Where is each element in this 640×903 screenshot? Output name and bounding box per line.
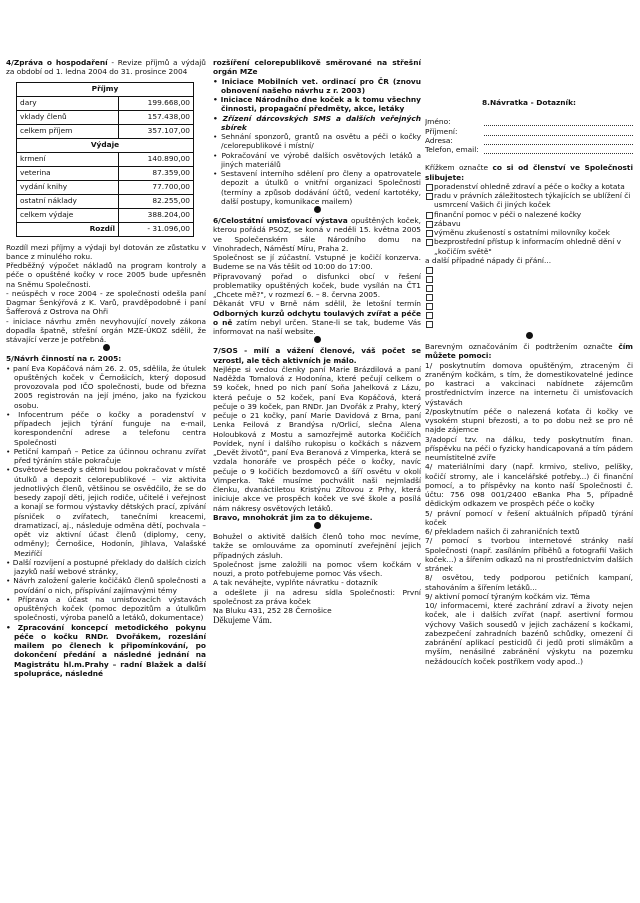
para-initiative: - iniciace návrhu změn nevyhovující novely zákona dopadla špatně, střešní orgán MZE-ÚKOZ sdělil, že stávající verze je potřebná. [6,316,206,344]
field-label: Telefon, email: [425,145,479,154]
expense-header: Výdaje [17,138,194,152]
row-label: veterina [17,166,119,180]
other-wishes: a další případné nápady či přání... [425,255,552,265]
sorry-text: Bohužel o aktivitě dalších členů toho moc nevíme, takže se omlouváme za opominutí zveřejnění jejich případných zásluh. [213,532,421,560]
field-input-line[interactable] [484,127,633,136]
option-checkbox[interactable]: poradenství ohledně zdraví a péče o kočky a kotata [425,182,633,191]
column-right [425,98,633,666]
list-item-text: Sestavení interního sdělení pro členy a opatrovatele depozit a útulků o vnitřní organizaci Společnosti (termíny a způsob dodávání účtů, vedení kartotéky, další postupy, komunikace mailem) [220,169,421,206]
empty-checkbox[interactable] [425,274,633,283]
list-item-text: Iniciace Národního dne koček a k tomu všechny činnosti, propagační předměty, akce, letáky [220,95,421,114]
bullet-separator-icon [6,344,206,354]
diff-value: - 31.096,00 [119,222,194,236]
cross-text: Křížkem označte [425,163,493,173]
help-item: 5/ právní pomocí v řešení aktuálních případů týrání koček [425,508,633,527]
list-item-text: Zřízení dárcovských SMS a dalších veřejných sbírek [221,113,421,132]
members-title: 7/SOS - milí a vážení členové, váš počet se vzrostl, ale těch aktivních je málo. [213,346,421,365]
phone-email-field[interactable] [425,145,633,154]
return-text: A tak neváhejte, vyplňte návratku - dotazník [213,578,378,588]
option-checkbox[interactable]: zábavu [425,219,633,228]
list-item-text: Petiční kampaň – Petice za účinnou ochranu zvířat před týráním stále pokračuje [13,446,206,465]
list-item-text: Další rozvíjení a postupné překlady do dalších cizích jazyků naší webové stránky, [12,557,206,576]
surname-field[interactable] [425,127,633,136]
diff-label: Rozdíl [17,222,119,236]
vfu-text: zatím nebyl určen. Stane-li se tak, budeme Vás informovat na naší website. [213,317,421,336]
option-checkbox[interactable]: radu v právních záležitostech týkajících se ublížení či usmrcení Vašich či jiných koček [425,191,633,210]
list-item: • Petiční kampaň – Petice za účinnou ochranu zvířat před týráním stále pokračuje [6,446,206,465]
members-text: Nejlépe si vedou členky paní Marie Brázdilová a paní Naděžda Tomalová z Hodonína, které pečují celkem o 59 koček, hned po nich paní Soňa Jahelková z Lázu, která pečuje o 52 koček, paní Eva Kopáčová, která pečuje o 39 koček, pan RNDr. Jan Dvořák z Prahy, který pečuje o 21 kočky, paní Marie Davidová z Brna, paní Lenka Feilová z Brandýsa n/Orlicí, slečna Alena Holoubková z Mostu a samozřejmě autorka Kočičích Povídek, nyní i dalšího rukopisu o kočkách s názvem „Devět životů", paní Eva Beranová z Vimperka, která se vzdala honoráře ve prospěch péče o kočky, navíc pečuje o 9 kočičích bezdomovců a šíří osvětu v okolí Vimperka. Také musíme pochválit naši nejmladší členku, dvanáctiletou Kristýnu Zítovou z Prhy, která iniciuje akce ve prospěch koček ve své škole a posílá nám nákresy osvětových letáků. [213,364,421,513]
empty-checkbox[interactable] [425,310,633,319]
field-input-line[interactable] [484,117,633,126]
list-item-text: Pokračování ve výrobě dalších osvětových letáků a jiných materiálů [221,150,421,169]
vfu-paragraph [213,299,421,336]
cross-instructions [425,163,633,182]
table-row [17,194,194,208]
table-row [17,110,194,124]
help-item: 9/ aktivní pomocí týraným kočkám viz. Téma [425,591,590,601]
field-input-line[interactable] [484,136,633,145]
list-item: • Sestavení interního sdělení pro členy a opatrovatele depozit a útulků o vnitřní organizaci Společnosti (termíny a způsob dodávání účtů, vedení kartotéky, další postupy, komunikace mailem) [213,169,421,206]
list-item: • Návrh založení galerie kočičáků členů společnosti a povídání o nich, příspívání zajímavými témy [6,576,206,595]
row-label: dary [17,96,119,110]
empty-checkbox[interactable] [425,319,633,328]
row-value: 87.359,00 [119,166,194,180]
activity-title: 5/Návrh činností na r. 2005: [6,354,122,364]
form-title: 8.Návratka - Dotazník: [482,98,576,107]
help-item: 6/ překladem našich či zahraničních textů [425,527,580,536]
thanks: Děkujeme Vám. [213,615,272,626]
exhibition-paragraph [213,216,421,253]
list-item-text: Příprava a účast na umisťovacích výstavách opuštěných koček (pomoc depozitům a útulkům společnosti, výroba panelů a letáků, dokumentace) [14,594,206,623]
para-difference: Rozdíl mezi příjmy a výdaji byl dotován ze zůstatku v bance z minulého roku. [6,242,206,261]
field-label: Adresa: [425,135,453,145]
report-paragraph [6,58,206,77]
exhibition-report: Připravovaný pořad o disfunkci obcí v řešení problematiky opuštěných koček, bude vysílán na ČT1 „Chcete mě?", v rozmezí 6. – 8. června 2005. [213,271,421,299]
cross-text-bold: co si od členství ve Společnosti slibujete: [425,163,633,182]
field-label: Příjmení: [425,126,458,136]
list-item-text: Osvětové besedy s dětmi budou pokračovat v místě útulků a depozit celorepublikové – viz aktivita jednotlivých členů, většinou se osvědčilo, že se do besedy zapojí děti, jejich rodiče, učitelé i veřejnost a konají se formou výstavky dětských prací, zpívání písniček o zvířatech, tanečními kreacemi, dramatizací, aj., následuje odměna dětí, pochvala – opět viz aktivní účast členů (diplomy, ceny, odměny); Černošice, Hodonín, Jihlava, Valašské Meziříčí [12,465,206,558]
list-item: • Iniciace Národního dne koček a k tomu všechny činnosti, propagační předměty, akce, letáky [213,95,421,114]
field-input-line[interactable] [484,145,633,154]
column-middle [213,58,421,626]
empty-checkbox[interactable] [425,292,633,301]
option-checkbox[interactable]: výměnu zkušeností s ostatními milovníky koček [425,228,633,237]
list-item: • paní Eva Kopáčová nám 26. 2. 05, sdělila, že útulek opuštěných koček v Černošicích, který doposud provozovala pod IČO společnosti, bude od března 2005 registrován na její jméno, jako na fyzickou osobu. [6,363,206,410]
bullet-separator-icon [213,206,421,216]
society-text: Společnost jsme založili na pomoc všem kočkám v nouzi, a proto potřebujeme pomoc Vás všech. [213,559,421,578]
exhibition-welcome: Společnost se jí zúčastní. Vstupné je kočičí konzerva. Budeme se na Vás těšit od 10:00 do 17:00. [213,253,421,272]
row-value: 157.438,00 [119,110,194,124]
list-item-text: Infocentrum péče o kočky a poradenství v případech jejich týrání funguje na e-mail, korespondenční adrese a telefonu centra Společnosti [14,409,206,447]
help-item: 1/ poskytnutím domova opuštěným, ztraceným či zraněným kočkám, s tím, že domestikovatelné jedince po kastraci a vakcinaci nabídnete zájemcům prostřednictvím inzerce na internetu či umisťovacích výstavách [425,360,633,407]
exhibition-text: opuštěných koček, kterou pořádá PSOZ, se koná v neděli 15. května 2005 ve Společenském sále Národního domu na Vinohradech, Náměstí Míru, Praha 2. [213,216,421,253]
row-value: 77.700,00 [119,180,194,194]
field-label: Jméno: [425,117,451,127]
table-row [17,208,194,222]
table-row [17,124,194,138]
row-label: celkem výdaje [17,208,119,222]
column-left [6,58,206,678]
row-label: celkem příjem [17,124,119,138]
table-row [17,222,194,236]
help-item: 7/ pomocí s tvorbou internetové stránky naší Společnosti (např. zasíláním příběhů a fotografií Vašich koček...) a šířením odkazů na ni prostřednictvím dalších stránek [425,536,633,573]
empty-checkbox[interactable] [425,265,633,274]
help-text-bold: čím můžete pomoci: [425,342,633,361]
para-uninvested: - neúspěch v roce 2004 - ze společnosti odešla paní Dagmar Šenkýřová z K. Varů, pravděpodobně i paní Šafferová z Ostrova na Ohři [6,288,206,317]
help-item: 3/adopcí tzv. na dálku, tedy poskytnutím finan. příspěvku na péči o fyzicky handicapovaná a tím pádem neumístitelné zvíře [425,434,633,462]
list-item-text: Zpracování koncepcí metodického pokynu péče o kočku RNDr. Dvořákem, rozeslání mailem po členech k připomínkování, po dokončení předání a následné jednání na Magistrátu hl.m.Prahy – radní Blažek a další spolupráce, následné [14,622,206,678]
vfu-text: Děkanát VFU v Brně nám sdělil, že letošní termín [213,299,421,309]
row-label: vklady členů [17,110,119,124]
address-field[interactable] [425,136,633,145]
help-text: Barevným označováním či podtržením označte [425,342,619,351]
help-instructions [425,342,633,361]
income-header: Příjmy [17,82,194,96]
empty-checkbox[interactable] [425,301,633,310]
send-text: a odešlete ji na adresu sídla Společnosti: První společnost za práva koček [213,587,421,606]
bullet-separator-icon [425,332,633,342]
list-item: • Infocentrum péče o kočky a poradenství v případech jejich týrání funguje na e-mail, korespondenční adrese a telefonu centra Společnosti [6,409,206,447]
list-item: • Pokračování ve výrobě dalších osvětových letáků a jiných materiálů [213,150,421,169]
row-label: krmení [17,152,119,166]
row-value: 199.668,00 [119,96,194,110]
table-row [17,166,194,180]
row-label: vydání knihy [17,180,119,194]
list-item: • Zřízení dárcovských SMS a dalších veřejných sbírek [213,113,421,132]
list-item-text: Návrh založení galerie kočičáků členů společnosti a povídání o nich, příspívání zajímavými témy [13,576,206,595]
exhibition-title: 6/Celostátní umisťovací výstava [213,216,348,225]
table-row [17,96,194,110]
table-row [17,180,194,194]
help-item: 10/ informacemi, které zachrání zdraví a životy nejen koček, ale i dalších zvířat (např. asertivní formou výchovy Vašich sousedů v jejich zacházení s kočkami, zabezpečení zahradních bazénů schůdky, omezení či zabránění aplikací pesticidů či jedů proti slimákům a myším, nenásilné zabránění výskytu na pozemku nežádoucích koček postříkem vody apod..) [425,601,633,666]
row-value: 357.107,00 [119,124,194,138]
option-checkbox[interactable]: finanční pomoc v péči o nalezené kočky [425,210,633,219]
list-item: • Iniciace Mobilních vet. ordinací pro ČR (znovu obnovení našeho návrhu z r. 2003) [213,76,421,95]
list-item-text: Iniciace Mobilních vet. ordinací pro ČR (znovu obnovení našeho návrhu z r. 2003) [221,76,421,95]
row-value: 140.890,00 [119,152,194,166]
continued-text: rozšíření celorepublikově směrované na střešní orgán MZe [213,58,421,77]
bullet-separator-icon [213,336,421,346]
list-item-text: paní Eva Kopáčová nám 26. 2. 05, sdělila, že útulek opuštěných koček v Černošicích, který doposud provozovala pod IČO společnosti, bude od března 2005 registrován na její jméno, jako na fyzickou osobu. [12,363,206,410]
address: Na Bluku 431, 252 28 Černošice [213,606,332,615]
help-item: 2/poskytnutím péče o nalezená koťata či kočky ve vysokém stupni březosti, a to po dobu než se pro ně najde zájemce [425,406,633,435]
finance-table [16,82,194,237]
list-item: • Zpracování koncepcí metodického pokynu péče o kočku RNDr. Dvořákem, rozeslání mailem po členech k připomínkování, po dokončení předání a následné jednání na Magistrátu hl.m.Prahy – radní Blažek a další spolupráce, následné [6,622,206,678]
list-item: • Osvětové besedy s dětmi budou pokračovat v místě útulků a depozit celorepublikové – viz aktivita jednotlivých členů, většinou se osvědčilo, že se do besedy zapojí děti, jejich rodiče, učitelé i veřejnost a konají se formou výstavky dětských prací, zpívání písniček o zvířatech, tanečními kreacemi, dramatizací, aj., následuje odměna dětí, pochvala – opět viz aktivní účast členů (diplomy, ceny, odměny); Černošice, Hodonín, Jihlava, Valašské Meziříčí [6,465,206,558]
list-item: • Příprava a účast na umisťovacích výstavách opuštěných koček (pomoc depozitům a útulkům společnosti, výroba panelů a letáků, dokumentace) [6,594,206,623]
option-checkbox[interactable]: bezprostřední přístup k informacím ohledně dění v „kočičím světě" [425,237,633,256]
vfu-bold: Odborných kurzů odchytu toulavých zvířat a péče o ně [213,308,421,327]
list-item: • Sehnání sponzorů, grantů na osvětu a péči o kočky /celorepublikové i místní/ [213,132,421,151]
row-value: 82.255,00 [119,194,194,208]
report-title: 4/Zpráva o hospodaření [6,58,108,67]
name-field[interactable] [425,117,633,126]
help-item: 4/ materiálními dary (např. krmivo, stelivo, pelíšky, kočičí stromy, ale i kancelářské potřeby...) či finanční pomocí, a to příspěvky na konto naší Společnosti č. účtu: 756 098 001/2400 eBanka Pha 5, případně dědickým odkazem ve prospěch péče o kočky [425,462,633,509]
report-intro: - Revize příjmů a výdajů za období od 1. ledna 2004 do 31. prosince 2004 [6,58,206,77]
empty-checkbox[interactable] [425,283,633,292]
bullet-separator-icon [213,522,421,532]
help-item: 8/ osvětou, tedy podporou petičních kampaní, stahováním a šířením letáků... [425,573,633,592]
table-row [17,152,194,166]
row-label: ostatní náklady [17,194,119,208]
row-value: 388.204,00 [119,208,194,222]
members-bravo: Bravo, mnohokrát jim za to děkujeme. [213,512,373,522]
list-item: • Další rozvíjení a postupné překlady do dalších cizích jazyků naší webové stránky, [6,557,206,576]
para-estimate: Předběžný výpočet nákladů na program kontroly a péče o opuštěné kočky v roce 2005 bude upřesněn na Sněmu Společnosti. [6,261,206,289]
list-item-text: Sehnání sponzorů, grantů na osvětu a péči o kočky /celorepublikové i místní/ [221,132,421,151]
